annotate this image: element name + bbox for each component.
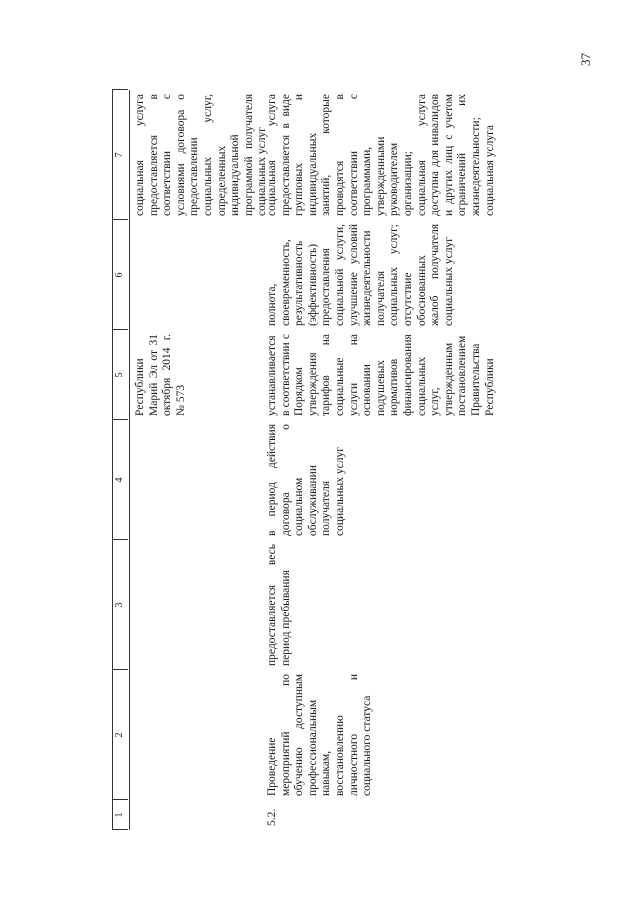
rotated-table <box>112 50 542 830</box>
page-number: 37 <box>578 53 593 66</box>
cont-cell-col7: социальная услуга предоставляется в соответствии с условиями договора о предоставлении социальных услуг, определенных индивидуальной программой получателя социальных услуг <box>134 94 269 216</box>
row-52-col3: предоставляется весь период пребывания <box>266 544 292 666</box>
col-num-6: 6 <box>114 272 125 278</box>
col-num-5: 5 <box>114 372 125 378</box>
row-52-col4: в период действия договора о социальном обслуживании получателя социальных услуг <box>266 424 346 536</box>
row-52-number: 5.2. <box>266 808 278 826</box>
row-52-col7: социальная услуга предоставляется в виде групповых и индивидуальных занятий, которые проводятся в соответствии с программами, утвержденными руководителем организации; социальная услуга доступна для инвалидов и других лиц с учетом ограничений их жизнедеятельности; социальная услуга <box>266 94 496 216</box>
col-num-3: 3 <box>114 602 125 608</box>
col-num-1: 1 <box>114 812 125 818</box>
col-num-4: 4 <box>114 477 125 483</box>
row-52-col2: Проведение мероприятий по обучению доступным профессиональным навыкам, восстановлению личностного и социального статуса <box>266 674 374 796</box>
col-num-2: 2 <box>114 732 125 738</box>
row-52-col6: полнота, своевременность, результативность (эффективность) предоставления социальной услуги, улучшение условий жизнедеятельности получателя социальных услуг; отсутствие обоснованных жалоб получателя социальных услуг <box>266 224 455 326</box>
col-num-7: 7 <box>114 152 125 158</box>
cont-cell-col5: Республики Марий Эл от 31 октября 2014 г. № 573 <box>134 334 187 416</box>
row-52-col5: устанавливается в соответствии с Порядком утверждения тарифов на социальные услуги на основании подушевых нормативов финансирования социальных услуг, утвержденным постановлением Правительства Республики <box>266 334 496 416</box>
